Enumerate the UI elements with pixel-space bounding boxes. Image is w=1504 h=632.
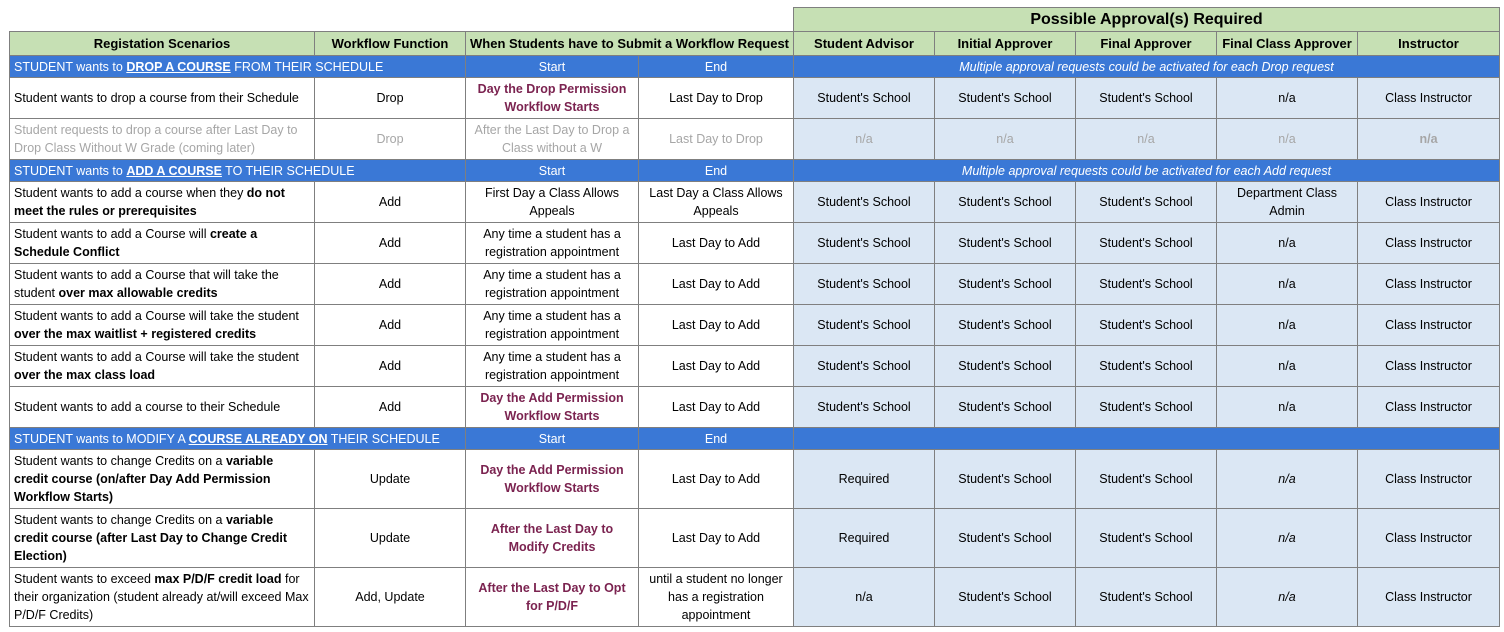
header-final-class: Final Class Approver: [1217, 32, 1358, 56]
instructor-cell: Class Instructor: [1358, 264, 1500, 305]
table-row: [10, 182, 1500, 223]
initial-cell: Student's School: [935, 182, 1076, 223]
end-cell: Last Day to Add: [639, 509, 794, 568]
final-cell: Student's School: [1076, 264, 1217, 305]
initial-cell: Student's School: [935, 568, 1076, 627]
final-cell: Student's School: [1076, 568, 1217, 627]
header-initial: Initial Approver: [935, 32, 1076, 56]
header-scenario: Registation Scenarios: [10, 32, 315, 56]
instructor-cell: Class Instructor: [1358, 78, 1500, 119]
section-drop-start: Start: [466, 56, 639, 78]
end-cell: Last Day to Drop: [639, 78, 794, 119]
table-row: [10, 78, 1500, 119]
instructor-cell: Class Instructor: [1358, 509, 1500, 568]
possible-approvals-header: Possible Approval(s) Required: [794, 8, 1500, 32]
instructor-cell: Class Instructor: [1358, 305, 1500, 346]
instructor-cell: Class Instructor: [1358, 450, 1500, 509]
header-final: Final Approver: [1076, 32, 1217, 56]
start-cell: Any time a student has a registration appointment: [466, 305, 639, 346]
final-cell: Student's School: [1076, 223, 1217, 264]
final-class-cell: n/a: [1217, 223, 1358, 264]
advisor-cell: n/a: [794, 568, 935, 627]
advisor-cell: Student's School: [794, 223, 935, 264]
start-cell: After the Last Day to Modify Credits: [466, 509, 639, 568]
end-cell: Last Day to Drop: [639, 119, 794, 160]
column-header-row: [10, 32, 1500, 56]
table-row: [10, 568, 1500, 627]
header-instructor: Instructor: [1358, 32, 1500, 56]
header-function: Workflow Function: [315, 32, 466, 56]
section-add-title: STUDENT wants to ADD A COURSE TO THEIR SCHEDULE: [10, 160, 466, 182]
advisor-cell: Student's School: [794, 182, 935, 223]
end-cell: Last Day to Add: [639, 450, 794, 509]
section-add: [10, 160, 1500, 182]
function-cell: Update: [315, 450, 466, 509]
scenario-cell: Student wants to add a Course will create a Schedule Conflict: [10, 223, 315, 264]
scenario-cell: Student wants to add a Course will take the student over the max waitlist + registered credits: [10, 305, 315, 346]
advisor-cell: Required: [794, 509, 935, 568]
instructor-cell: Class Instructor: [1358, 182, 1500, 223]
initial-cell: Student's School: [935, 305, 1076, 346]
section-modify: [10, 428, 1500, 450]
initial-cell: n/a: [935, 119, 1076, 160]
start-cell: First Day a Class Allows Appeals: [466, 182, 639, 223]
instructor-cell: Class Instructor: [1358, 223, 1500, 264]
final-cell: Student's School: [1076, 305, 1217, 346]
start-cell: Day the Add Permission Workflow Starts: [466, 387, 639, 428]
initial-cell: Student's School: [935, 387, 1076, 428]
table-row: [10, 264, 1500, 305]
initial-cell: Student's School: [935, 509, 1076, 568]
start-cell: Any time a student has a registration appointment: [466, 223, 639, 264]
scenario-cell: Student requests to drop a course after Last Day to Drop Class Without W Grade (coming later): [10, 119, 315, 160]
advisor-cell: Student's School: [794, 305, 935, 346]
end-cell: Last Day a Class Allows Appeals: [639, 182, 794, 223]
final-class-cell: n/a: [1217, 305, 1358, 346]
instructor-cell: Class Instructor: [1358, 568, 1500, 627]
advisor-cell: n/a: [794, 119, 935, 160]
end-cell: Last Day to Add: [639, 346, 794, 387]
final-cell: n/a: [1076, 119, 1217, 160]
final-class-cell: n/a: [1217, 264, 1358, 305]
start-cell: Any time a student has a registration appointment: [466, 264, 639, 305]
section-add-start: Start: [466, 160, 639, 182]
function-cell: Drop: [315, 78, 466, 119]
advisor-cell: Student's School: [794, 346, 935, 387]
blank-corner: [10, 8, 794, 32]
scenario-cell: Student wants to exceed max P/D/F credit load for their organization (student already at/will exceed Max P/D/F Credits): [10, 568, 315, 627]
advisor-cell: Student's School: [794, 78, 935, 119]
start-cell: Any time a student has a registration appointment: [466, 346, 639, 387]
final-class-cell: Department Class Admin: [1217, 182, 1358, 223]
section-modify-end: End: [639, 428, 794, 450]
end-cell: Last Day to Add: [639, 264, 794, 305]
scenario-cell: Student wants to change Credits on a variable credit course (on/after Day Add Permission Workflow Starts): [10, 450, 315, 509]
scenario-cell: Student wants to add a course to their Schedule: [10, 387, 315, 428]
final-class-cell: n/a: [1217, 387, 1358, 428]
advisor-cell: Student's School: [794, 264, 935, 305]
final-cell: Student's School: [1076, 387, 1217, 428]
final-class-cell: n/a: [1217, 78, 1358, 119]
advisor-cell: Required: [794, 450, 935, 509]
table-row: [10, 450, 1500, 509]
start-cell: After the Last Day to Drop a Class without a W: [466, 119, 639, 160]
final-cell: Student's School: [1076, 78, 1217, 119]
section-drop-end: End: [639, 56, 794, 78]
final-cell: Student's School: [1076, 182, 1217, 223]
function-cell: Add, Update: [315, 568, 466, 627]
workflow-approval-table: [9, 7, 1500, 627]
table-row: [10, 305, 1500, 346]
section-modify-start: Start: [466, 428, 639, 450]
function-cell: Add: [315, 182, 466, 223]
function-cell: Add: [315, 305, 466, 346]
end-cell: Last Day to Add: [639, 387, 794, 428]
table-row: [10, 346, 1500, 387]
final-class-cell: n/a: [1217, 509, 1358, 568]
final-cell: Student's School: [1076, 509, 1217, 568]
initial-cell: Student's School: [935, 264, 1076, 305]
section-drop-title: STUDENT wants to DROP A COURSE FROM THEIR SCHEDULE: [10, 56, 466, 78]
table-row: [10, 119, 1500, 160]
initial-cell: Student's School: [935, 346, 1076, 387]
end-cell: Last Day to Add: [639, 305, 794, 346]
instructor-cell: Class Instructor: [1358, 387, 1500, 428]
scenario-cell: Student wants to change Credits on a variable credit course (after Last Day to Change Credit Election): [10, 509, 315, 568]
final-class-cell: n/a: [1217, 450, 1358, 509]
final-class-cell: n/a: [1217, 568, 1358, 627]
function-cell: Add: [315, 387, 466, 428]
end-cell: until a student no longer has a registration appointment: [639, 568, 794, 627]
section-drop-note: Multiple approval requests could be activated for each Drop request: [794, 56, 1500, 78]
final-cell: Student's School: [1076, 346, 1217, 387]
scenario-cell: Student wants to add a Course that will take the student over max allowable credits: [10, 264, 315, 305]
end-cell: Last Day to Add: [639, 223, 794, 264]
start-cell: After the Last Day to Opt for P/D/F: [466, 568, 639, 627]
header-when: When Students have to Submit a Workflow Request: [466, 32, 794, 56]
function-cell: Add: [315, 264, 466, 305]
section-modify-title: STUDENT wants to MODIFY A COURSE ALREADY ON THEIR SCHEDULE: [10, 428, 466, 450]
table-row: [10, 509, 1500, 568]
start-cell: Day the Add Permission Workflow Starts: [466, 450, 639, 509]
function-cell: Add: [315, 223, 466, 264]
section-drop: [10, 56, 1500, 78]
section-add-end: End: [639, 160, 794, 182]
final-class-cell: n/a: [1217, 346, 1358, 387]
instructor-cell: Class Instructor: [1358, 346, 1500, 387]
function-cell: Drop: [315, 119, 466, 160]
scenario-cell: Student wants to add a Course will take the student over the max class load: [10, 346, 315, 387]
instructor-cell: n/a: [1358, 119, 1500, 160]
start-cell: Day the Drop Permission Workflow Starts: [466, 78, 639, 119]
final-cell: Student's School: [1076, 450, 1217, 509]
scenario-cell: Student wants to add a course when they do not meet the rules or prerequisites: [10, 182, 315, 223]
section-modify-note: [794, 428, 1500, 450]
table-row: [10, 223, 1500, 264]
advisor-cell: Student's School: [794, 387, 935, 428]
table-row: [10, 387, 1500, 428]
function-cell: Update: [315, 509, 466, 568]
final-class-cell: n/a: [1217, 119, 1358, 160]
section-add-note: Multiple approval requests could be activated for each Add request: [794, 160, 1500, 182]
initial-cell: Student's School: [935, 450, 1076, 509]
header-advisor: Student Advisor: [794, 32, 935, 56]
scenario-cell: Student wants to drop a course from their Schedule: [10, 78, 315, 119]
initial-cell: Student's School: [935, 223, 1076, 264]
function-cell: Add: [315, 346, 466, 387]
initial-cell: Student's School: [935, 78, 1076, 119]
